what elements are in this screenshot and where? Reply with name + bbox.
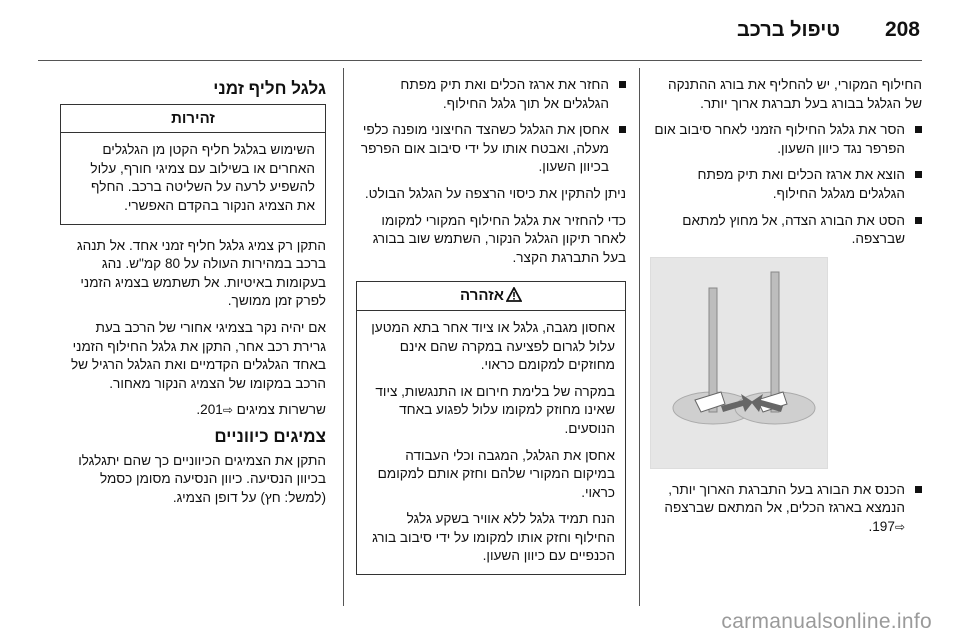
list-item: החזר את ארגז הכלים ואת תיק מפתח הגלגלים אל תוך גלגל החילוף. — [356, 76, 626, 113]
warning-paragraph: הנח תמיד גלגל ללא אוויר בשקע גלגל החילוף וחזק אותו למקומו על ידי סיבוב בורג הכנפיים עם כיוון השעון. — [372, 511, 615, 564]
list-item: הסט את הבורג הצדה, אל מחוץ למתאם שברצפה. — [652, 212, 922, 249]
warning-paragraph: אחסון מגבה, גלגל או ציוד אחר בתא המטען עלול לגרום לפציעה במקרה שהם אינם מחוזקים למקומם כראוי. — [371, 319, 615, 373]
column-right — [652, 76, 922, 545]
warning-paragraph: אחסן את הגלגל, המגבה וכלי העבודה במיקום המקורי שלהם וחזק אותם למקומם כראוי. — [377, 447, 615, 500]
warning-triangle-icon — [506, 287, 522, 302]
caution-title: זהירות — [61, 105, 325, 134]
reference-paragraph: שרשרות צמיגים ⇨201. — [60, 401, 326, 420]
list-item: הסר את גלגל החילוף הזמני לאחר סיבוב אום הפרפר נגד כיוון השעון. — [652, 121, 922, 158]
warning-title: אזהרה — [357, 282, 625, 311]
header-divider — [38, 60, 922, 61]
watermark: carmanualsonline.info — [721, 610, 932, 633]
page-reference-arrow-icon: ⇨ — [222, 403, 233, 418]
page-header — [0, 18, 960, 52]
column-divider-right — [639, 68, 640, 606]
bullet-square-icon — [915, 126, 922, 133]
caution-paragraph: השימוש בגלגל חליף הקטן מן הגלגלים האחרים או בשילוב עם צמיגי חורף, עלול להשפיע לרעה על השליטה ברכב. החלף את הצמיג הנקור בהקדם האפשרי. — [90, 142, 315, 213]
paragraph: התקן את הצמיגים הכיווניים כך שהם יתגלגלו בכיוון הנסיעה. כיוון הנסיעה מסומן כסמל (למשל: חץ) על דופן הצמיג. — [78, 452, 326, 505]
page-reference-link[interactable]: 201. — [196, 402, 223, 418]
bullet-square-icon — [915, 486, 922, 493]
section-title-directional-tyres: צמיגים כיווניים — [214, 426, 326, 446]
list-item: אחסן את הגלגל כשהצד החיצוני מופנה כלפי מעלה, ואבטח אותו על ידי סיבוב אום הפרפר בכיוון השעון. — [356, 121, 626, 177]
column-middle — [356, 76, 626, 587]
bullet-square-icon — [915, 217, 922, 224]
paragraph: התקן רק צמיג גלגל חליף זמני אחד. אל תנהג ברכב במהירות העולה על 80 קמ"ש. נהג בעקומות באיטיות. אל תשתמש בצמיג הזמני לפרק זמן ממושך. — [76, 237, 326, 309]
warning-box — [356, 281, 626, 575]
page-number: 208 — [884, 18, 920, 41]
spare-wheel-bolt-illustration — [650, 257, 828, 469]
list-item: הוצא את ארגז הכלים ואת תיק מפתח הגלגלים מגלגל החילוף. — [652, 166, 922, 203]
paragraph: כדי להחזיר את גלגל החילוף המקורי למקומו לאחר תיקון הגלגל הנקור, השתמש שוב בבורג בעל התברגת הקצר. — [372, 212, 626, 265]
caution-body — [61, 133, 325, 223]
section-title-temporary-spare: גלגל חליף זמני — [213, 79, 326, 98]
list-item: הכנס את הבורג בעל התברגת הארוך יותר, הנמצא בארגז הכלים, אל המתאם שברצפה ⇨197. — [652, 481, 922, 537]
caution-box — [60, 104, 326, 225]
chapter-title: טיפול ברכב — [736, 19, 840, 41]
page-reference-arrow-icon: ⇨ — [894, 519, 905, 534]
column-left — [60, 76, 326, 515]
bolt-adapter-image — [651, 258, 827, 468]
bullet-square-icon — [619, 126, 626, 133]
column-divider-left — [343, 68, 344, 606]
paragraph: ניתן להתקין את כיסוי הרצפה על הגלגל הבולט. — [364, 185, 626, 201]
warning-paragraph: במקרה של בלימת חירום או התנגשות, ציוד שאינו מחוזק למקומו עלול לפגוע באחד הנוסעים. — [375, 383, 615, 436]
intro-paragraph: החילוף המקורי, יש להחליף את בורג ההתנקה של הגלגל בבורג בעל תברגת ארוך יותר. — [668, 77, 922, 111]
warning-body — [357, 311, 625, 574]
paragraph: אם יהיה נקר בצמיגי אחורי של הרכב בעת גרירת רכב אחר, התקן את גלגל החילוף הזמני באחד הגלגלים הקדמיים ואת הגלגל הרגיל של הרכב במקומו של הצמיג הנקור מאחור. — [70, 319, 326, 391]
page-reference-link[interactable]: 197. — [868, 518, 895, 534]
bullet-square-icon — [915, 171, 922, 178]
bullet-square-icon — [619, 81, 626, 88]
